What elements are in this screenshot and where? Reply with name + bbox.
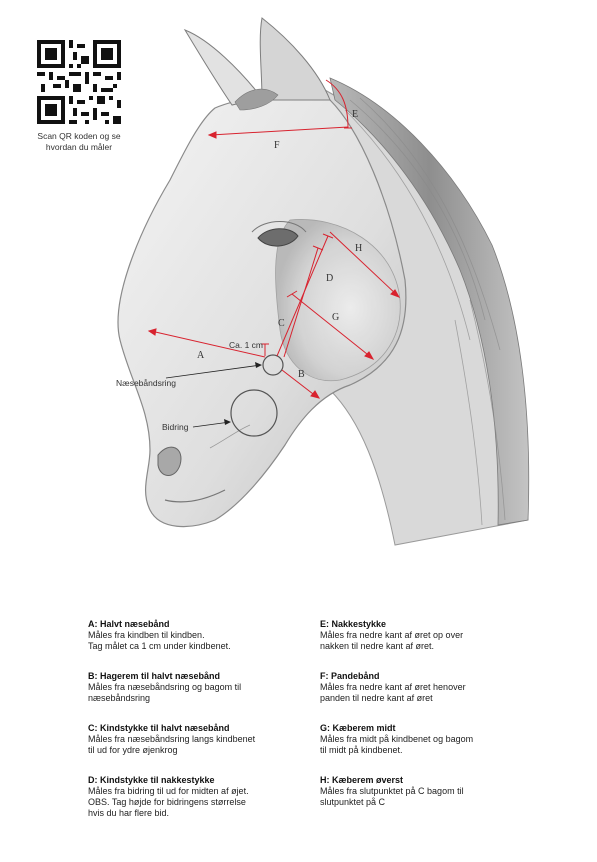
legend-description-line: Måles fra midt på kindbenet og bagom [320,734,474,744]
legend-entry [88,775,249,819]
legend-description-line: Måles fra nedre kant af øret op over [320,630,464,640]
legend-description-line: Måles fra næsebåndsring og bagom til [88,682,242,692]
legend-entry [88,619,231,652]
legend-title: F: Pandebånd [320,671,380,681]
legend-description-line: til ud for ydre øjenkrog [88,745,178,755]
legend-title: C: Kindstykke til halvt næsebånd [88,723,230,733]
qr-caption-line-2: hvordan du måler [45,142,113,152]
qr-caption-line-1: Scan QR koden og se [37,131,121,141]
legend-description-line: panden til nedre kant af øret [320,693,433,703]
legend-description-line: næsebåndsring [88,693,151,703]
legend-entry [88,723,255,756]
legend-title: E: Nakkestykke [320,619,387,629]
legend-description-line: Tag målet ca 1 cm under kindbenet. [88,641,231,651]
legend-description-line: Måles fra næsebåndsring langs kindbenet [88,734,256,744]
legend-entry [320,619,463,652]
label-A: A [197,350,205,361]
legend-entry [320,671,466,704]
legend-description-line: OBS. Tag højde for bidringens størrelse [88,797,246,807]
legend-description-line: slutpunktet på C [320,797,386,807]
label-H: H [355,243,363,254]
legend-title: G: Kæberem midt [320,723,396,733]
label-E: E [352,109,359,120]
horse-right-ear [260,18,330,100]
ca-1cm-label: Ca. 1 cm [229,340,264,350]
legend-description-line: nakken til nedre kant af øret. [320,641,435,651]
legend-entry [320,775,464,808]
label-B: B [298,369,305,380]
legend-entry [320,723,473,756]
label-F: F [274,140,280,151]
legend-description-line: hvis du har flere bid. [88,808,170,818]
label-D: D [326,273,334,284]
legend-title: H: Kæberem øverst [320,775,404,785]
legend-description-line: Måles fra nedre kant af øret henover [320,682,466,692]
legend-title: D: Kindstykke til nakkestykke [88,775,215,785]
legend-title: A: Halvt næsebånd [88,619,170,629]
legend-description-line: Måles fra bidring til ud for midten af øjet. [88,786,249,796]
legend-entry [88,671,241,704]
bidring-label: Bidring [162,422,189,432]
label-G: G [332,312,340,323]
label-C: C [278,318,285,329]
naesebaandsring-label: Næsebåndsring [116,378,177,388]
legend-description-line: Måles fra kindben til kindben. [88,630,205,640]
legend-description-line: til midt på kindbenet. [320,745,403,755]
legend-description-line: Måles fra slutpunktet på C bagom til [320,786,464,796]
legend-title: B: Hagerem til halvt næsebånd [88,671,221,681]
